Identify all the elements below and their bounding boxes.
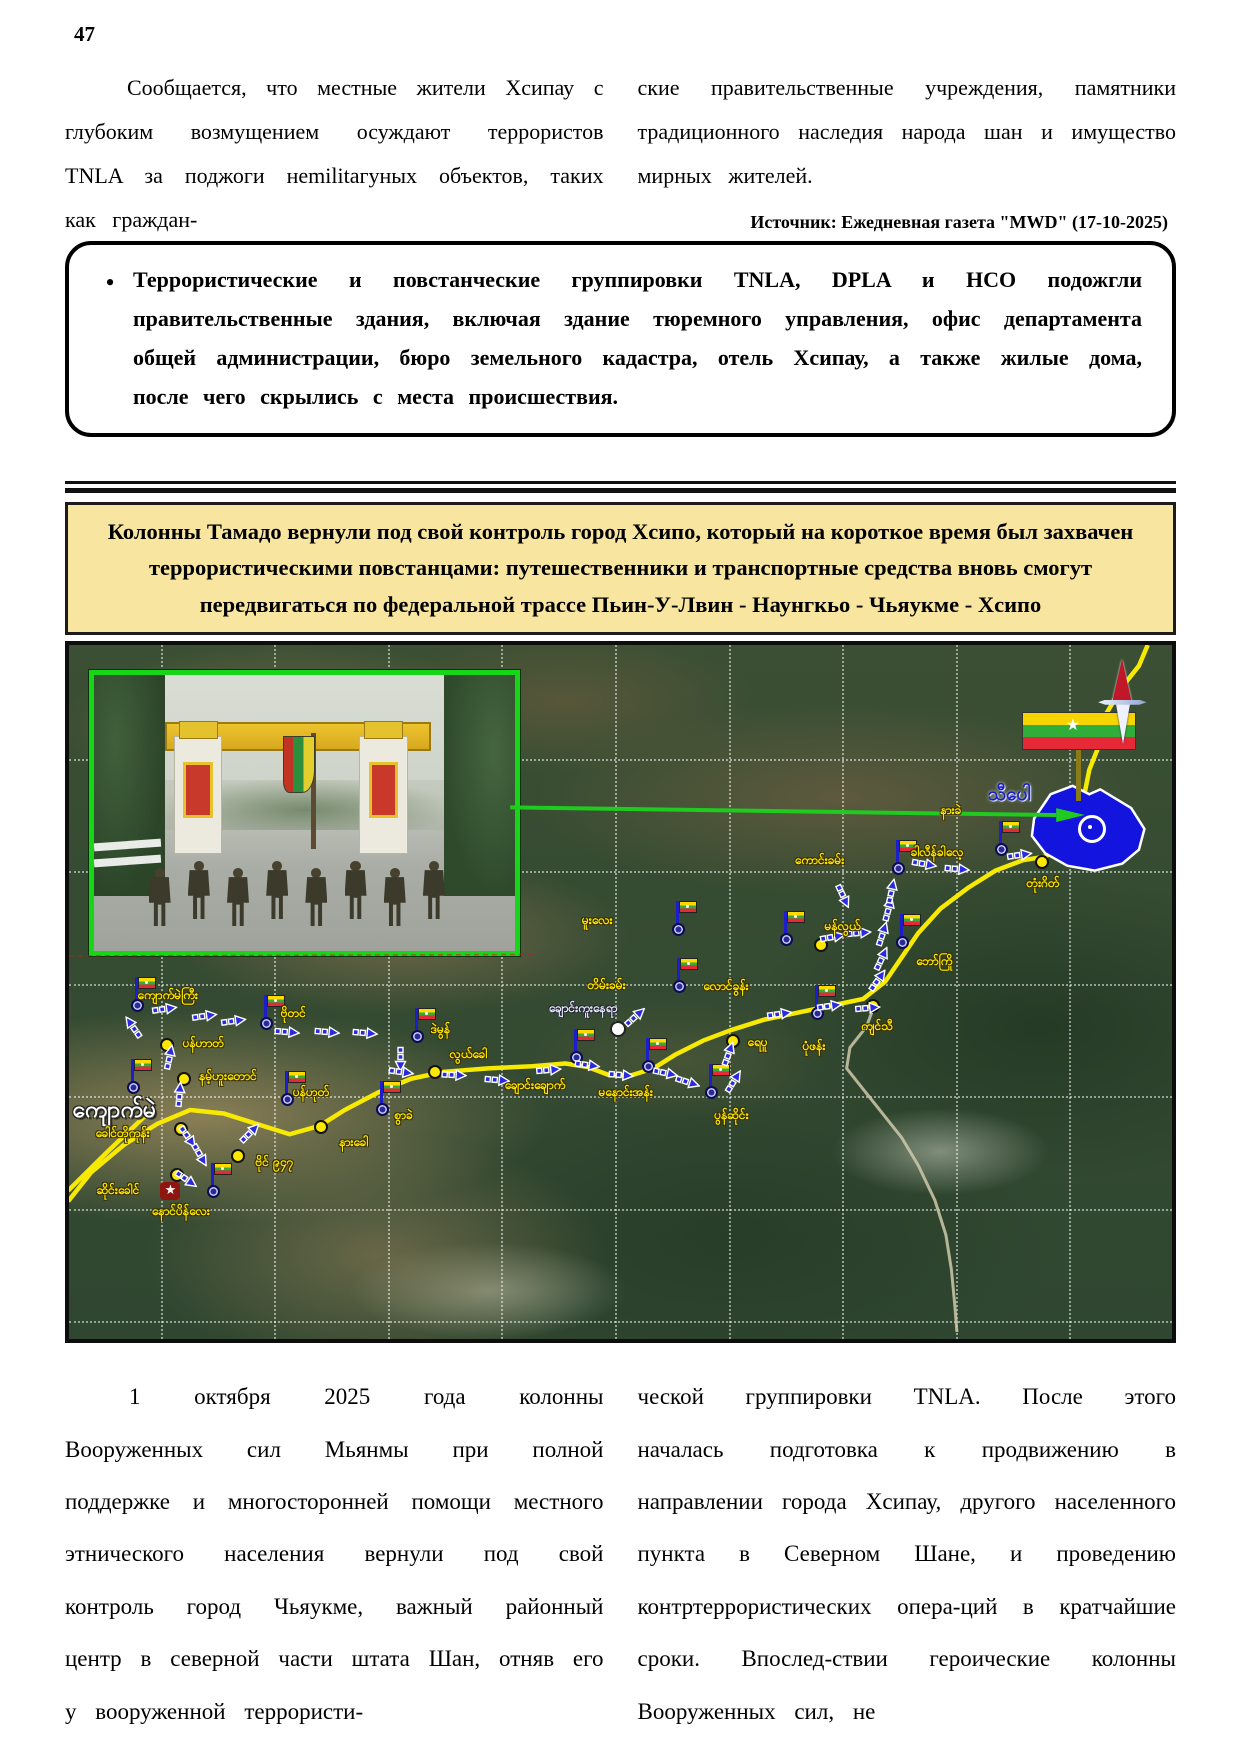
map-town-flag-marker bbox=[673, 958, 699, 990]
movement-arrow-icon bbox=[573, 1056, 601, 1078]
map-town-flag-marker bbox=[780, 911, 806, 943]
movement-arrow-icon bbox=[440, 1068, 467, 1088]
map-label: ရေပူ bbox=[747, 1034, 768, 1049]
map-town-dot bbox=[231, 1149, 245, 1163]
map-label: ခေါင်တိုကုန်း bbox=[95, 1126, 150, 1141]
separator-thin-line bbox=[65, 481, 1176, 484]
map-label: ခါလီန်ခါလေ့ bbox=[910, 844, 964, 859]
map-label: ကောင်းခမ်း bbox=[794, 852, 845, 867]
map-label: ဘော်ကြို bbox=[916, 954, 953, 969]
bullet-icon: • bbox=[105, 268, 115, 297]
map-town-flag-marker bbox=[207, 1163, 233, 1195]
movement-arrow-icon bbox=[943, 861, 971, 882]
map-label: စွာခဲ bbox=[394, 1107, 413, 1122]
map-label: ချောင်းချောက် bbox=[504, 1077, 566, 1092]
map-label: မူးလေး bbox=[581, 912, 613, 927]
movement-arrow-icon bbox=[766, 1005, 794, 1027]
map-label: နောင်ပိန်လေး bbox=[151, 1204, 210, 1219]
map-label: နမ့်ဟူးတောင် bbox=[199, 1069, 257, 1084]
movement-arrow-icon bbox=[274, 1024, 302, 1045]
map-label: လောင်ခွန်း bbox=[703, 979, 749, 994]
body-section bbox=[65, 1371, 1176, 1738]
body-left-column: 1 октября 2025 года колонны Вооруженных сил Мьянмы при полной поддержке и многосторонней помощи местного этнического населения вернули под свой контроль город Чьяукме, важный районный центр в северной части штата Шан, отняв его у вооруженной террористи- bbox=[65, 1384, 604, 1724]
map-label: ဆိုင်းခေါင် bbox=[96, 1182, 140, 1197]
movement-arrow-icon bbox=[171, 1081, 192, 1109]
compass-south-needle bbox=[1116, 704, 1130, 744]
map-label: မန်လွယ် bbox=[824, 919, 861, 934]
map-figure bbox=[65, 641, 1176, 1343]
map-label: လွယ်ခေါ bbox=[449, 1047, 488, 1062]
source-line: Источник: Ежедневная газета "MWD" (17-10-2025) bbox=[750, 212, 1168, 232]
map-label: ဗိုတင် bbox=[280, 1005, 306, 1020]
map-town-dot bbox=[1035, 855, 1049, 869]
map-label: ကျောက်မဲကြီး bbox=[137, 988, 198, 1003]
map-label: ဗိုင် ၉၄၇ bbox=[255, 1155, 294, 1170]
map-label: ချောင်းကူးနေရာ bbox=[548, 1001, 618, 1016]
map-label: သီပေါ bbox=[987, 783, 1031, 806]
map-town-flag-marker bbox=[896, 914, 922, 946]
callout-text: Террористические и повстанческие группировки TNLA, DPLA и НСО подожгли правительственные здания, включая здание тюремного управления, офис департамента общей администрации, бюро земельного кадастра, отель Хсипау, а также жилые дома, после чего скрылись с места происшествия. bbox=[133, 267, 1142, 409]
callout-box bbox=[65, 241, 1176, 437]
movement-arrow-icon bbox=[816, 997, 844, 1019]
map-label: တိမ်းခမ်း bbox=[587, 977, 626, 992]
map-town-flag-marker bbox=[570, 1029, 596, 1061]
map-label: နားခဲ bbox=[940, 802, 962, 817]
movement-arrow-icon bbox=[1006, 846, 1034, 868]
intro-left-column: Сообщается, что местные жители Хсипау с глубоким возмущением осуждают террористов TNLA за поджоги неmilitaгуных объектов, таких как граждан- bbox=[65, 75, 604, 232]
compass-rose-icon bbox=[1095, 659, 1150, 756]
map-town-flag-marker bbox=[127, 1059, 153, 1091]
hsipaw-town-emblem-icon bbox=[1078, 815, 1106, 843]
map-town-flag-marker bbox=[672, 901, 698, 933]
map-label: ပန်ဟုတ် bbox=[292, 1084, 330, 1099]
battle-star-marker: ★ bbox=[160, 1182, 180, 1200]
map-label: တုံးဂိတ် bbox=[1026, 876, 1060, 891]
map-label: ပုံဖန်း bbox=[802, 1038, 826, 1053]
separator-thick-line bbox=[65, 488, 1176, 493]
map-label: ကျောက်မဲ bbox=[72, 1096, 157, 1123]
movement-arrow-icon bbox=[220, 1012, 248, 1034]
movement-arrow-icon bbox=[190, 1007, 218, 1029]
map-label: ပန်ဟာတ် bbox=[182, 1036, 225, 1051]
page-number: 47 bbox=[74, 22, 95, 46]
body-right-column: ческой группировки TNLA. После этого началась подготовка к продвижению в направлении города Хсипау, другого населенного пункта в Северном Шане, и проведению контртеррористических опера-ций в кратчайшие сроки. Впослед-ствии героические колонны Вооруженных сил, не bbox=[637, 1384, 1176, 1724]
map-label: ဒဲမွန် bbox=[430, 1022, 451, 1037]
separator bbox=[65, 481, 1176, 493]
intro-right-column: ские правительственные учреждения, памятники традиционного наследия народа шан и имущество мирных жителей. bbox=[637, 75, 1176, 188]
headline-banner: Колонны Тамадо вернули под свой контроль город Хсипо, который на короткое время был захвачен террористическими повстанцами: путешественники и транспортные средства вновь смогут передвигаться по федеральной трассе Пьин-У-Лвин - Наунгкьо - Чьяукме - Хсипо bbox=[65, 502, 1176, 635]
intro-section bbox=[65, 0, 1176, 242]
map-label: မနောင်းအန်း bbox=[598, 1084, 653, 1099]
compass-north-needle bbox=[1112, 659, 1132, 703]
map-town-dot bbox=[314, 1120, 328, 1134]
movement-arrow-icon bbox=[351, 1025, 379, 1046]
compass-cross-needle bbox=[1098, 700, 1147, 705]
map-label: ပွန်ဆိုင်း bbox=[714, 1107, 749, 1122]
map-label: နားခေါ bbox=[339, 1135, 369, 1150]
movement-arrow-icon bbox=[387, 1063, 415, 1085]
movement-arrow-icon bbox=[313, 1024, 341, 1045]
map-label: ကျင်သီ bbox=[860, 1019, 893, 1034]
